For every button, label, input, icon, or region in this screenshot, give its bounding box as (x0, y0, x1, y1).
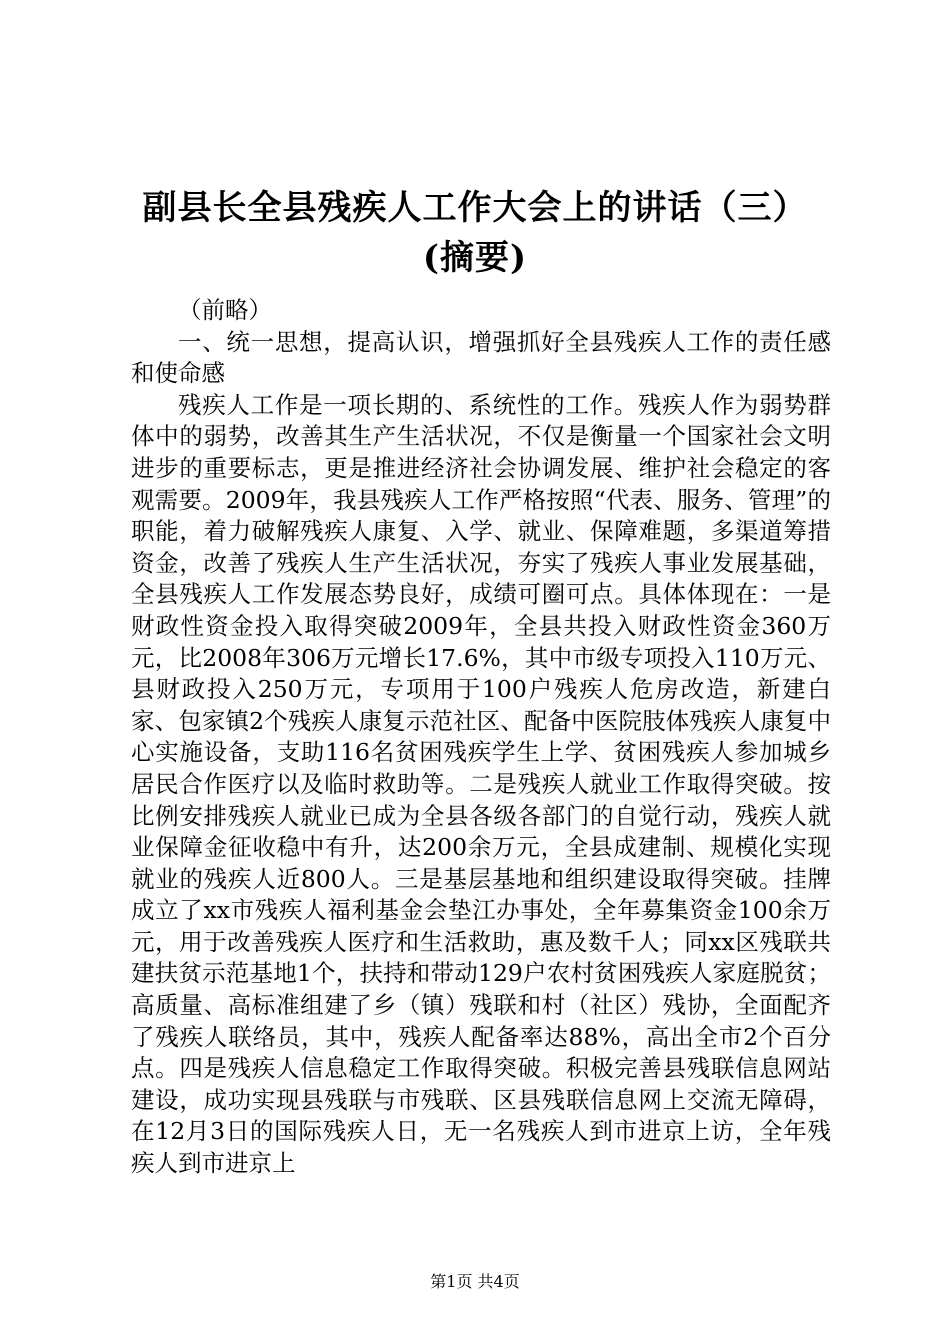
document-subtitle: (摘要) (422, 238, 528, 278)
paragraph-main: 残疾人工作是一项长期的、系统性的工作。残疾人作为弱势群体中的弱势，改善其生产生活状况，不仅是衡量一个国家社会文明进步的重要标志，更是推进经济社会协调发展、维护社会稳定的客观需要。2009年，我县残疾人工作严格按照“代表、服务、管理”的职能，着力破解残疾人康复、入学、就业、保障难题，多渠道筹措资金，改善了残疾人生产生活状况，夯实了残疾人事业发展基础，全县残疾人工作发展态势良好，成绩可圈可点。具体体现在：一是财政性资金投入取得突破2009年，全县共投入财政性资金360万元，比2008年306万元增长17.6%，其中市级专项投入110万元、县财政投入250万元，专项用于100户残疾人危房改造，新建白家、包家镇2个残疾人康复示范社区、配备中医院肢体残疾人康复中心实施设备，支助116名贫困残疾学生上学、贫困残疾人参加城乡居民合作医疗以及临时救助等。二是残疾人就业工作取得突破。按比例安排残疾人就业已成为全县各级各部门的自觉行动，残疾人就业保障金征收稳中有升，达200余万元，全县成建制、规模化实现就业的残疾人近800人。三是基层基地和组织建设取得突破。挂牌成立了xx市残疾人福利基金会垫江办事处，全年募集资金100余万元，用于改善残疾人医疗和生活救助，惠及数千人；同xx区残联共建扶贫示范基地1个，扶持和带动129户农村贫困残疾人家庭脱贫；高质量、高标准组建了乡（镇）残联和村（社区）残协，全面配齐了残疾人联络员，其中，残疾人配备率达88%，高出全市2个百分点。四是残疾人信息稳定工作取得突破。积极完善县残联信息网站建设，成功实现县残联与市残联、区县残联信息网上交流无障碍，在12月3日的国际残疾人日，无一名残疾人到市进京上访，全年残疾人到市进京上 (131, 390, 831, 1178)
paragraph-preface: （前略） (178, 296, 272, 324)
paragraph-section-heading: 一、统一思想，提高认识，增强抓好全县残疾人工作的责任感和使命感 (131, 327, 831, 388)
document-body (131, 295, 831, 1180)
document-title: 副县长全县残疾人工作大会上的讲话（三） (142, 188, 808, 228)
page-footer: 第1页 共4页 (430, 1272, 520, 1291)
